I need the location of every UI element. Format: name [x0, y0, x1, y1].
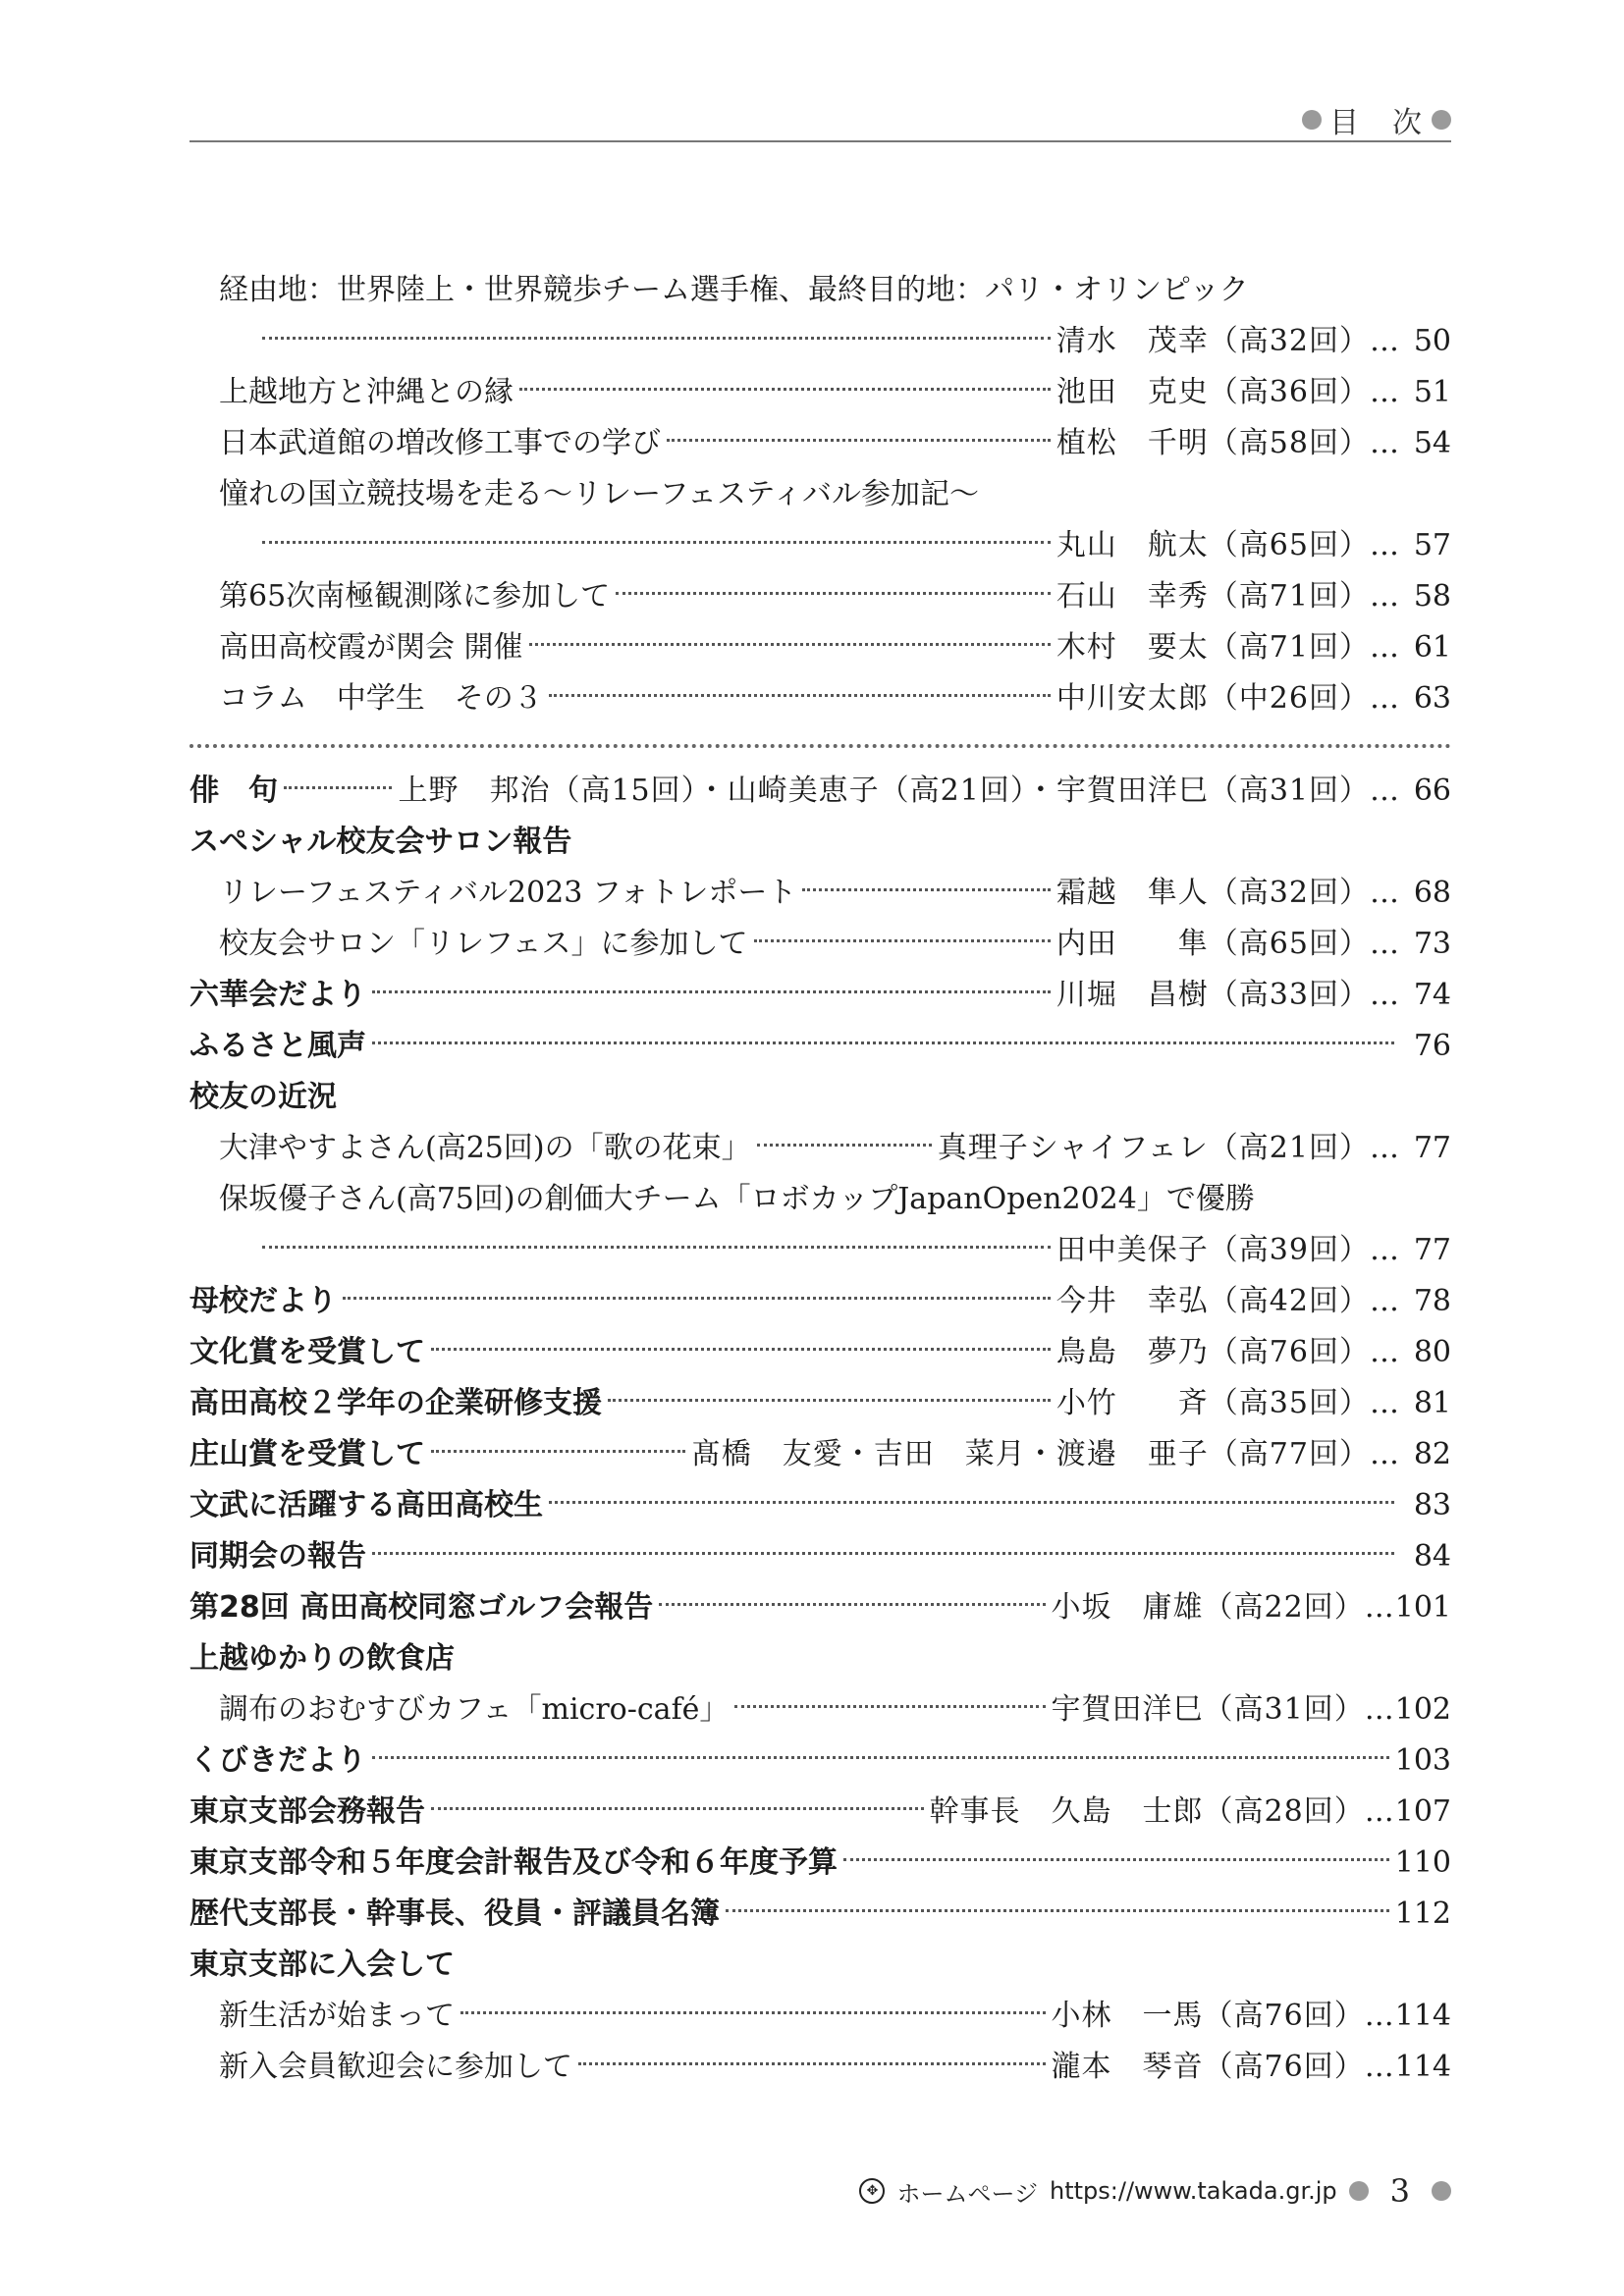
- dot-leader: [262, 1246, 1051, 1249]
- toc-entry-author: 小竹 斉（高35回）…: [1056, 1386, 1400, 1420]
- toc-entry-author: 木村 要太（高71回）…: [1056, 630, 1400, 665]
- toc-entry-title: 六華会だより: [189, 978, 366, 1012]
- toc-entry-title: 母校だより: [189, 1284, 337, 1318]
- bullet-dot-icon: [1349, 2181, 1369, 2201]
- toc-entry-title: 東京支部に入会して: [189, 1948, 455, 1982]
- toc-entry[interactable]: [189, 1429, 1451, 1480]
- toc-entry-title: 東京支部令和５年度会計報告及び令和６年度予算: [189, 1845, 838, 1880]
- toc-entry-page: 84: [1413, 1539, 1451, 1574]
- dot-leader: [372, 1756, 1389, 1759]
- toc-entry-page: 57: [1413, 528, 1451, 562]
- toc-entry-author: 池田 克史（高36回）…: [1056, 375, 1400, 409]
- dot-leader: [726, 1909, 1389, 1912]
- toc-entry-title: 庄山賞を受賞して: [189, 1437, 425, 1471]
- toc-entry-page: 77: [1413, 1131, 1451, 1165]
- toc-entry-page: 54: [1413, 426, 1451, 460]
- toc-entry-page: 82: [1413, 1437, 1451, 1471]
- toc-entry[interactable]: [189, 1838, 1451, 1889]
- toc-entry-author: 清水 茂幸（高32回）…: [1056, 324, 1400, 358]
- toc-section-2: [189, 766, 1451, 2093]
- toc-entry-author: 川堀 昌樹（高33回）…: [1056, 978, 1400, 1012]
- toc-entry-author: 髙橋 友愛・吉田 菜月・渡邉 亜子（高77回）…: [690, 1437, 1400, 1471]
- toc-entry-page: 107: [1394, 1794, 1451, 1829]
- dot-leader: [757, 1144, 932, 1147]
- toc-entry-title: 憧れの国立競技場を走る～リレーフェスティバル参加記～: [219, 477, 979, 511]
- toc-entry-author: 中川安太郎（中26回）…: [1056, 681, 1400, 716]
- section-header: [1302, 98, 1451, 141]
- dot-leader: [802, 888, 1050, 891]
- toc-entry[interactable]: [189, 868, 1451, 919]
- dot-leader: [667, 439, 1051, 442]
- header-label: 目 次: [1329, 106, 1424, 140]
- dot-leader: [519, 388, 1051, 391]
- toc-entry-author: 宇賀田洋巳（高31回）…: [1051, 1692, 1395, 1727]
- toc-entry-title: 高田高校霞が関会 開催: [219, 630, 523, 665]
- toc-entry-title: ふるさと風声: [189, 1029, 366, 1063]
- toc-entry[interactable]: [189, 1276, 1451, 1327]
- toc-entry-title: 新生活が始まって: [219, 1999, 455, 2033]
- toc-entry-page: 101: [1394, 1590, 1451, 1625]
- toc-entry-title: 文武に活躍する高田高校生: [189, 1488, 543, 1522]
- section-divider: [189, 744, 1451, 748]
- toc-entry-author: 小林 一馬（高76回）…: [1051, 1999, 1395, 2033]
- toc-entry[interactable]: [189, 1480, 1451, 1531]
- toc-entry-author: 真理子シャイフェレ（高21回）…: [937, 1131, 1400, 1165]
- toc-entry-title: 文化賞を受賞して: [189, 1335, 425, 1369]
- toc-entry-title: 上越ゆかりの飲食店: [189, 1641, 455, 1676]
- dot-leader: [262, 541, 1051, 544]
- toc-entry-page: 81: [1413, 1386, 1451, 1420]
- toc-entry-title: 日本武道館の増改修工事での学び: [219, 426, 661, 460]
- toc-entry[interactable]: [189, 418, 1451, 469]
- toc-entry-title: 東京支部会務報告: [189, 1794, 425, 1829]
- toc-entry-page: 51: [1413, 375, 1451, 409]
- toc-entry[interactable]: [189, 766, 1451, 817]
- toc-entry-page: 102: [1394, 1692, 1451, 1727]
- toc-entry-page: 68: [1413, 876, 1451, 910]
- toc-entry[interactable]: [189, 1072, 1451, 1123]
- toc-entry-title: 経由地：世界陸上・世界競歩チーム選手権、最終目的地：パリ・オリンピック: [219, 273, 1249, 307]
- toc-entry-page: 80: [1413, 1335, 1451, 1369]
- toc-entry[interactable]: [189, 1633, 1451, 1684]
- toc-entry-title: 第28回 高田高校同窓ゴルフ会報告: [189, 1590, 654, 1625]
- toc-entry[interactable]: [189, 1735, 1451, 1787]
- homepage-label: ホームページ: [896, 2179, 1038, 2208]
- toc-entry-page: 77: [1413, 1233, 1451, 1267]
- dot-leader: [284, 786, 392, 789]
- dot-leader: [372, 1552, 1394, 1555]
- toc-entry-title: リレーフェスティバル2023 フォトレポート: [219, 876, 797, 910]
- toc-entry[interactable]: [189, 571, 1451, 622]
- dot-leader: [372, 990, 1051, 993]
- dot-leader: [431, 1450, 685, 1453]
- toc-entry-page: 76: [1413, 1029, 1451, 1063]
- dot-leader: [529, 643, 1051, 646]
- toc-entry-author: 今井 幸弘（高42回）…: [1056, 1284, 1400, 1318]
- toc-entry[interactable]: [189, 970, 1451, 1021]
- dot-leader: [262, 337, 1051, 340]
- dot-leader: [549, 1501, 1394, 1504]
- toc-entry[interactable]: [189, 919, 1451, 970]
- toc-entry-page: 61: [1413, 630, 1451, 665]
- dot-leader: [734, 1705, 1045, 1708]
- homepage-url[interactable]: https://www.takada.gr.jp: [1050, 2177, 1337, 2205]
- dot-leader: [616, 592, 1051, 595]
- toc-entry-page: 74: [1413, 978, 1451, 1012]
- toc-entry[interactable]: [189, 520, 1451, 571]
- toc-entry[interactable]: [189, 1123, 1451, 1174]
- toc-entry[interactable]: [189, 1889, 1451, 1940]
- table-of-contents: [189, 265, 1451, 2093]
- dot-leader: [754, 939, 1051, 942]
- toc-entry-page: 63: [1413, 681, 1451, 716]
- toc-entry[interactable]: [189, 2042, 1451, 2093]
- dot-leader: [843, 1858, 1389, 1861]
- toc-entry[interactable]: [189, 1940, 1451, 1991]
- toc-entry[interactable]: [189, 1991, 1451, 2042]
- toc-entry[interactable]: [189, 622, 1451, 673]
- dot-leader: [549, 694, 1051, 697]
- toc-entry-title: 調布のおむすびカフェ「micro-café」: [219, 1692, 730, 1727]
- dot-leader: [608, 1399, 1051, 1402]
- globe-icon: ✥: [859, 2178, 885, 2204]
- toc-entry[interactable]: [189, 1378, 1451, 1429]
- toc-entry[interactable]: [189, 673, 1451, 724]
- toc-entry-author: 植松 千明（高58回）…: [1056, 426, 1400, 460]
- toc-entry-author: 幹事長 久島 士郎（高28回）…: [929, 1794, 1395, 1829]
- toc-entry[interactable]: [189, 1582, 1451, 1633]
- toc-entry[interactable]: [189, 1787, 1451, 1838]
- toc-entry-author: 小坂 庸雄（高22回）…: [1051, 1590, 1395, 1625]
- toc-entry-page: 58: [1413, 579, 1451, 614]
- page-number: 3: [1389, 2172, 1410, 2210]
- toc-entry-title: 俳 句: [189, 774, 278, 808]
- dot-leader: [431, 1807, 924, 1810]
- toc-entry-author: 上野 邦治（高15回）・山崎美恵子（高21回）・宇賀田洋巳（高31回）…: [398, 774, 1400, 808]
- toc-entry[interactable]: [189, 817, 1451, 868]
- toc-entry[interactable]: [189, 1531, 1451, 1582]
- page-footer: [859, 2172, 1451, 2210]
- toc-entry[interactable]: [189, 1174, 1451, 1225]
- toc-entry-title: 校友会サロン「リレフェス」に参加して: [219, 927, 748, 961]
- toc-entry-page: 78: [1413, 1284, 1451, 1318]
- toc-entry-title: 保坂優子さん(高75回)の創価大チーム「ロボカップJapanOpen2024」で優勝: [219, 1182, 1255, 1216]
- toc-entry[interactable]: [189, 367, 1451, 418]
- toc-entry[interactable]: [189, 1327, 1451, 1378]
- toc-entry[interactable]: [189, 1021, 1451, 1072]
- dot-leader: [372, 1041, 1394, 1044]
- toc-entry-page: 103: [1394, 1743, 1451, 1778]
- dot-leader: [659, 1603, 1045, 1606]
- toc-entry-title: 同期会の報告: [189, 1539, 366, 1574]
- toc-entry-page: 66: [1413, 774, 1451, 808]
- dot-leader: [578, 2062, 1046, 2065]
- toc-entry-page: 114: [1394, 1999, 1451, 2033]
- toc-entry-page: 73: [1413, 927, 1451, 961]
- toc-entry[interactable]: [189, 265, 1451, 316]
- toc-entry-title: 第65次南極観測隊に参加して: [219, 579, 611, 614]
- toc-entry-author: 丸山 航太（高65回）…: [1056, 528, 1400, 562]
- toc-entry[interactable]: [189, 316, 1451, 367]
- toc-entry-page: 110: [1394, 1845, 1451, 1880]
- toc-entry-title: 大津やすよさん(高25回)の「歌の花束」: [219, 1131, 751, 1165]
- toc-entry-page: 50: [1413, 324, 1451, 358]
- toc-entry-author: 瀧本 琴音（高76回）…: [1051, 2050, 1395, 2084]
- toc-entry-page: 83: [1413, 1488, 1451, 1522]
- toc-entry-title: 歴代支部長・幹事長、役員・評議員名簿: [189, 1896, 720, 1931]
- toc-entry[interactable]: [189, 469, 1451, 520]
- header-rule: [189, 140, 1451, 142]
- toc-entry-page: 112: [1394, 1896, 1451, 1931]
- toc-entry-title: 新入会員歓迎会に参加して: [219, 2050, 572, 2084]
- toc-entry-author: 鳥島 夢乃（高76回）…: [1056, 1335, 1400, 1369]
- toc-entry[interactable]: [189, 1225, 1451, 1276]
- dot-leader: [431, 1348, 1051, 1351]
- toc-entry-page: 114: [1394, 2050, 1451, 2084]
- bullet-dot-icon: [1432, 2181, 1451, 2201]
- dot-leader: [343, 1297, 1051, 1300]
- toc-section-1: [189, 265, 1451, 724]
- bullet-dot-icon: [1432, 110, 1451, 130]
- toc-entry-title: 上越地方と沖縄との縁: [219, 375, 514, 409]
- toc-entry-author: 田中美保子（高39回）…: [1056, 1233, 1400, 1267]
- toc-entry-title: 高田高校２学年の企業研修支援: [189, 1386, 602, 1420]
- toc-entry-author: 内田 隼（高65回）…: [1056, 927, 1400, 961]
- toc-entry-title: くびきだより: [189, 1743, 366, 1778]
- toc-entry-title: コラム 中学生 その３: [219, 681, 543, 716]
- toc-entry[interactable]: [189, 1684, 1451, 1735]
- dot-leader: [460, 2011, 1046, 2014]
- toc-entry-title: 校友の近況: [189, 1080, 337, 1114]
- bullet-dot-icon: [1302, 110, 1322, 130]
- toc-entry-title: スペシャル校友会サロン報告: [189, 825, 572, 859]
- toc-entry-author: 霜越 隼人（高32回）…: [1056, 876, 1400, 910]
- toc-entry-author: 石山 幸秀（高71回）…: [1056, 579, 1400, 614]
